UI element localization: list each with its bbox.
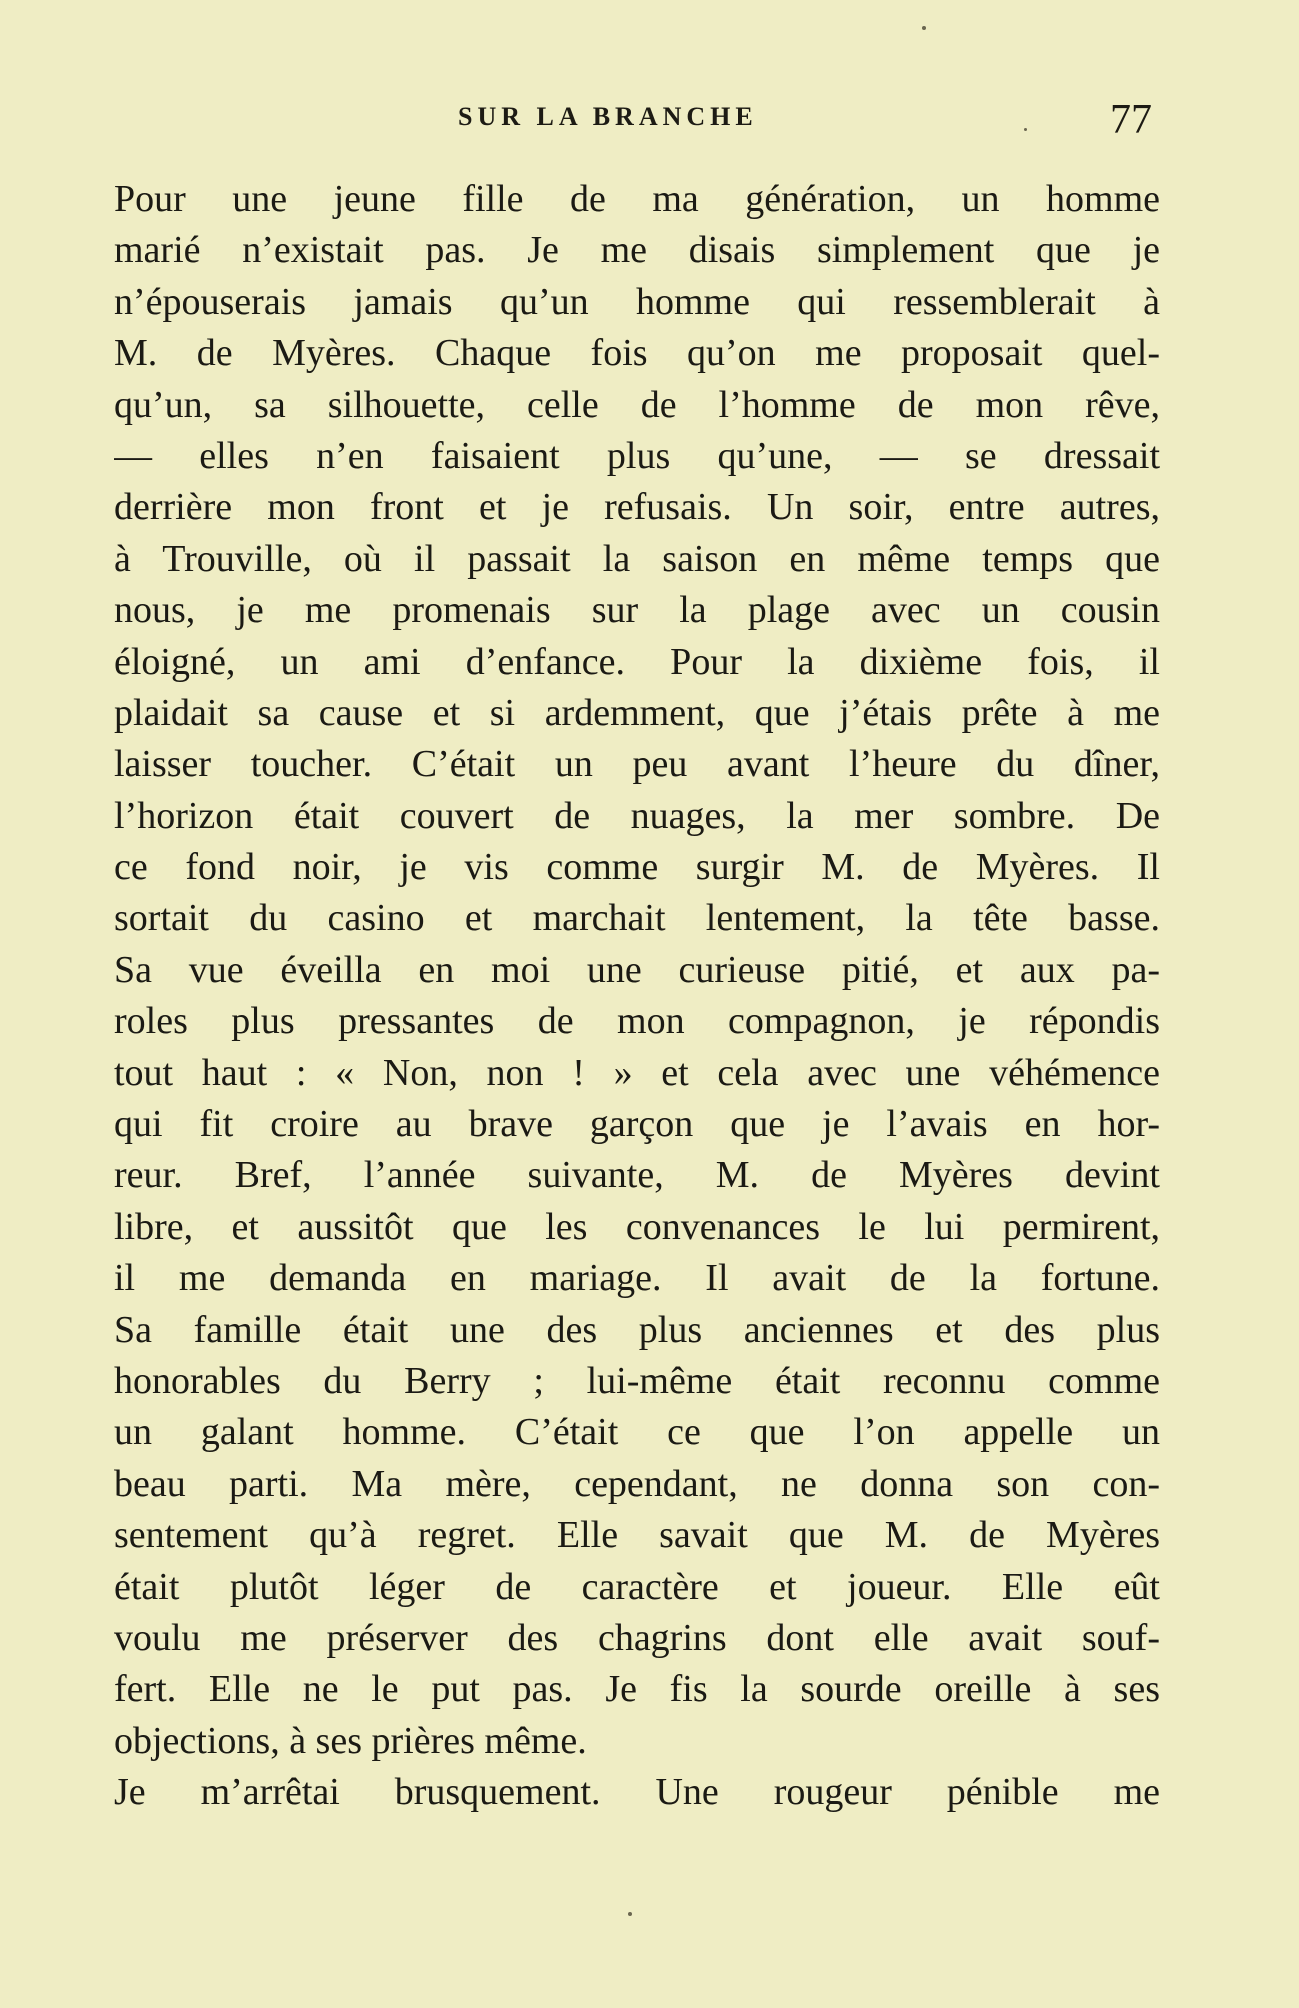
paper-speck — [628, 1912, 632, 1916]
text-line: marié n’existait pas. Je me disais simplement que je — [114, 229, 1160, 272]
text-line: Pour une jeune fille de ma génération, un homme — [114, 178, 1160, 220]
running-title: SUR LA BRANCHE — [458, 102, 758, 131]
text-line: ce fond noir, je vis comme surgir M. de Myères. Il — [114, 846, 1160, 889]
text-line: sortait du casino et marchait lentement, la tête basse. — [114, 897, 1160, 940]
text-line: voulu me préserver des chagrins dont elle avait souf- — [114, 1616, 1160, 1659]
text-line: libre, et aussitôt que les convenances le lui permirent, — [114, 1205, 1160, 1248]
text-line: Je m’arrêtai brusquement. Une rougeur pénible me — [114, 1771, 1160, 1814]
text-line: plaidait sa cause et si ardemment, que j’étais prête à me — [114, 691, 1160, 734]
text-line: n’épouserais jamais qu’un homme qui ressemblerait à — [114, 280, 1160, 323]
text-line: qu’un, sa silhouette, celle de l’homme de mon rêve, — [114, 383, 1160, 426]
paper-speck — [922, 26, 926, 30]
text-line: un galant homme. C’était ce que l’on appelle un — [114, 1411, 1160, 1454]
text-line: éloigné, un ami d’enfance. Pour la dixième fois, il — [114, 640, 1160, 683]
running-head — [114, 98, 1154, 146]
text-line: tout haut : « Non, non ! » et cela avec une véhémence — [114, 1051, 1160, 1094]
text-line: Sa vue éveilla en moi une curieuse pitié, et aux pa- — [114, 948, 1160, 991]
text-line: à Trouville, où il passait la saison en même temps que — [114, 537, 1160, 580]
text-line: fert. Elle ne le put pas. Je fis la sourde oreille à ses — [114, 1668, 1160, 1711]
text-line: nous, je me promenais sur la plage avec un cousin — [114, 589, 1160, 632]
text-line: il me demanda en mariage. Il avait de la fortune. — [114, 1257, 1160, 1300]
text-line: honorables du Berry ; lui-même était reconnu comme — [114, 1359, 1160, 1402]
text-line: l’horizon était couvert de nuages, la mer sombre. De — [114, 794, 1160, 837]
text-line: M. de Myères. Chaque fois qu’on me proposait quel- — [114, 332, 1160, 375]
text-line: était plutôt léger de caractère et joueur. Elle eût — [114, 1565, 1160, 1608]
text-line: beau parti. Ma mère, cependant, ne donna son con- — [114, 1462, 1160, 1505]
text-line: objections, à ses prières même. — [114, 1719, 587, 1762]
text-line: qui fit croire au brave garçon que je l’avais en hor- — [114, 1103, 1160, 1146]
text-line: — elles n’en faisaient plus qu’une, — se dressait — [114, 434, 1160, 477]
text-line: reur. Bref, l’année suivante, M. de Myères devint — [114, 1154, 1160, 1197]
text-line: sentement qu’à regret. Elle savait que M. de Myères — [114, 1514, 1160, 1557]
paper-speck — [1024, 128, 1027, 131]
page-number: 77 — [1110, 97, 1152, 143]
text-line: laisser toucher. C’était un peu avant l’heure du dîner, — [114, 743, 1160, 786]
text-line: roles plus pressantes de mon compagnon, je répondis — [114, 1000, 1160, 1043]
text-line: Sa famille était une des plus anciennes et des plus — [114, 1308, 1160, 1351]
body-text — [114, 174, 1160, 1819]
text-line: derrière mon front et je refusais. Un soir, entre autres, — [114, 486, 1160, 529]
